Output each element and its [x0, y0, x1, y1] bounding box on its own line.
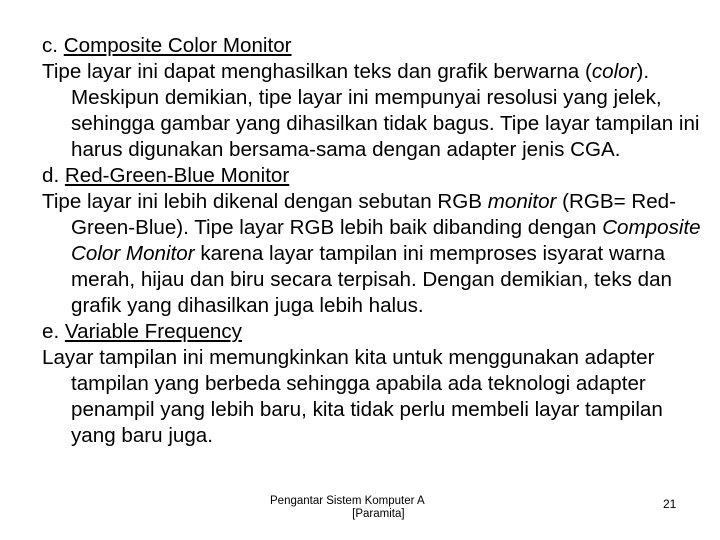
section-title: Red-Green-Blue Monitor [64, 164, 290, 187]
slide-content [42, 33, 702, 449]
footer-author: [Paramita] [352, 508, 405, 520]
section-prefix: c. [42, 34, 64, 57]
paragraph-text: Tipe layar ini lebih dikenal dengan sebutan RGB [42, 190, 488, 213]
paragraph-text: karena layar tampilan ini memproses isyarat warna merah, hijau dan biru secara terpisah. Dengan demikian, teks dan grafik yang dihasilkan juga lebih halus. [71, 242, 672, 317]
paragraph-text: (RGB= Red-Green-Blue). Tipe layar RGB lebih baik dibanding dengan [71, 190, 676, 239]
section-d [42, 163, 702, 319]
section-paragraph [42, 189, 702, 319]
section-title: Variable Frequency [64, 320, 242, 343]
section-heading [42, 33, 702, 59]
section-c [42, 33, 702, 163]
footer-course-title: Pengantar Sistem Komputer A [270, 495, 425, 507]
section-prefix: d. [42, 164, 65, 187]
page-number: 21 [663, 497, 677, 511]
paragraph-italic-text: Composite Color Monitor [71, 216, 701, 265]
section-paragraph [42, 59, 702, 163]
section-paragraph [42, 345, 702, 449]
paragraph-text: Tipe layar ini dapat menghasilkan teks dan grafik berwarna ( [42, 60, 592, 83]
paragraph-italic-text: monitor [487, 190, 557, 213]
paragraph-text: Layar tampilan ini memungkinkan kita untuk menggunakan adapter tampilan yang berbeda sehingga apabila ada teknologi adapter penampil yang lebih baru, kita tidak perlu membeli layar tampilan yang baru juga. [42, 346, 663, 447]
section-heading [42, 319, 702, 345]
paragraph-italic-text: color [591, 60, 637, 83]
section-e [42, 319, 702, 449]
footer [270, 495, 425, 521]
section-heading [42, 163, 702, 189]
section-prefix: e. [42, 320, 65, 343]
paragraph-text: ). Meskipun demikian, tipe layar ini mempunyai resolusi yang jelek, sehingga gambar yang dihasilkan tidak bagus. Tipe layar tampilan ini harus digunakan bersama-sama dengan adapter jenis CGA. [71, 60, 700, 161]
section-title: Composite Color Monitor [63, 34, 292, 57]
